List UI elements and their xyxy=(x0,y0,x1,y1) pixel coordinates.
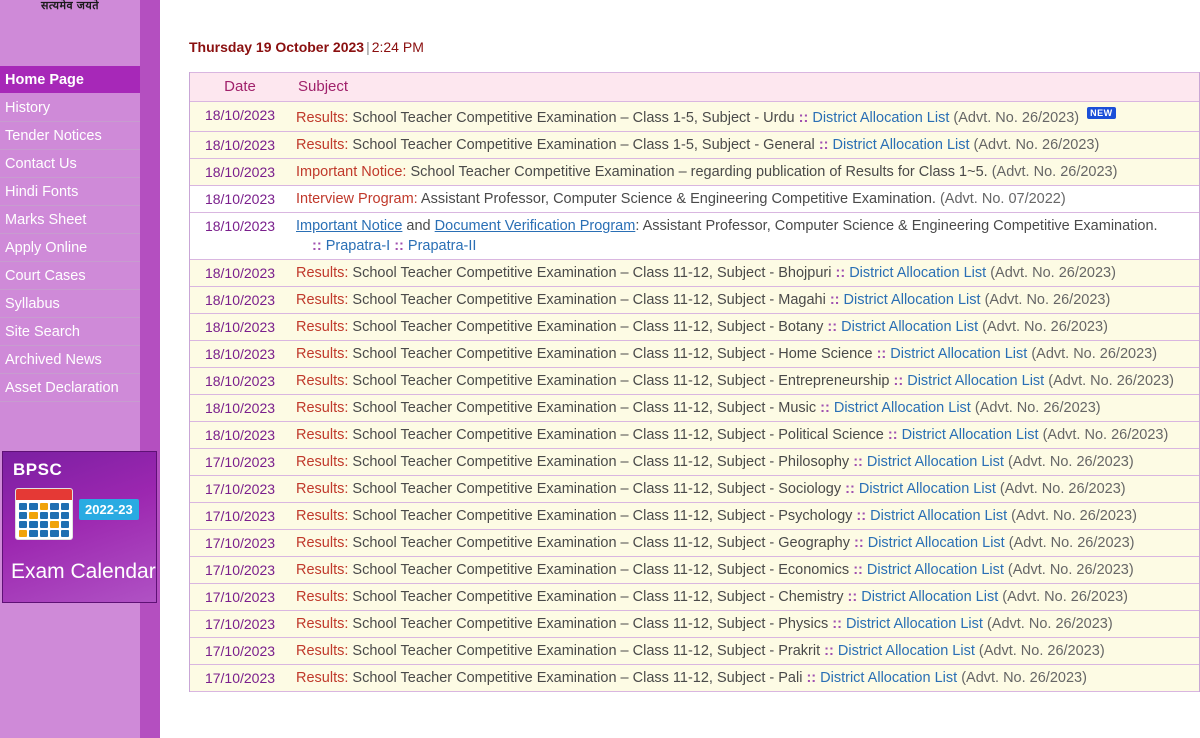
sidebar-item-apply-online[interactable] xyxy=(0,234,140,262)
sidebar-item-label: Home Page xyxy=(5,72,84,88)
sidebar-item-label: Hindi Fonts xyxy=(5,184,79,200)
row-separator: :: xyxy=(832,615,842,632)
row-text: School Teacher Competitive Examination – Class 11-12, Subject - Bhojpuri xyxy=(352,264,832,281)
row-date: 18/10/2023 xyxy=(190,286,290,313)
row-label: Results: xyxy=(296,534,349,551)
row-subject xyxy=(290,448,1199,475)
district-allocation-list-link[interactable]: District Allocation List xyxy=(820,669,958,686)
sidebar-item-label: Court Cases xyxy=(5,268,86,284)
row-label: Interview Program: xyxy=(296,190,418,207)
sidebar-item-marks-sheet[interactable] xyxy=(0,206,140,234)
row-date: 17/10/2023 xyxy=(190,556,290,583)
row-text: School Teacher Competitive Examination – Class 1-5, Subject - Urdu xyxy=(352,109,795,126)
district-allocation-list-link[interactable]: District Allocation List xyxy=(907,372,1045,389)
row-advt: (Advt. No. 26/2023) xyxy=(961,669,1087,686)
news-table-container xyxy=(189,72,1200,692)
row-advt: (Advt. No. 26/2023) xyxy=(986,615,1113,632)
row-date: 18/10/2023 xyxy=(190,367,290,394)
table-row[interactable] xyxy=(190,367,1199,394)
district-allocation-list-link[interactable]: District Allocation List xyxy=(866,453,1004,470)
row-date: 18/10/2023 xyxy=(190,212,290,259)
table-row[interactable] xyxy=(190,502,1199,529)
table-row[interactable] xyxy=(190,340,1199,367)
row-text: School Teacher Competitive Examination – Class 11-12, Subject - Chemistry xyxy=(352,588,844,605)
district-allocation-list-link[interactable]: District Allocation List xyxy=(837,642,975,659)
district-allocation-list-link[interactable]: District Allocation List xyxy=(858,480,996,497)
row-text: School Teacher Competitive Examination – Class 11-12, Subject - Music xyxy=(352,399,817,416)
district-allocation-list-link[interactable]: District Allocation List xyxy=(867,534,1005,551)
row-label: Results: xyxy=(296,480,349,497)
row-text: School Teacher Competitive Examination – Class 11-12, Subject - Philosophy xyxy=(352,453,850,470)
row-date: 17/10/2023 xyxy=(190,583,290,610)
emblem-motto: सत्यमेव जयते xyxy=(40,0,100,12)
row-advt: (Advt. No. 26/2023) xyxy=(982,318,1108,335)
row-date: 18/10/2023 xyxy=(190,421,290,448)
row-subject xyxy=(290,340,1199,367)
row-label: Results: xyxy=(296,372,349,389)
row-text: : Assistant Professor, Computer Science & Engineering Competitive Examination. xyxy=(635,217,1158,234)
row-subject xyxy=(290,637,1199,664)
row-subject xyxy=(290,367,1199,394)
row-text: School Teacher Competitive Examination – Class 11-12, Subject - Political Science xyxy=(352,426,884,443)
sidebar-nav xyxy=(0,66,140,402)
district-allocation-list-link[interactable]: District Allocation List xyxy=(841,318,979,335)
row-separator: :: xyxy=(856,507,867,524)
row-label: Results: xyxy=(296,642,349,659)
row-label: Results: xyxy=(296,615,349,632)
sidebar-item-site-search[interactable] xyxy=(0,318,140,346)
row-separator: :: xyxy=(854,534,864,551)
row-advt: (Advt. No. 26/2023) xyxy=(990,264,1116,281)
sidebar-item-hindi-fonts[interactable] xyxy=(0,178,140,206)
sidebar-item-label: Asset Declaration xyxy=(5,380,119,396)
district-allocation-list-link[interactable]: District Allocation List xyxy=(870,507,1008,524)
sidebar-item-label: Syllabus xyxy=(5,296,60,312)
row-text: School Teacher Competitive Examination – Class 11-12, Subject - Physics xyxy=(352,615,829,632)
row-label: Results: xyxy=(296,109,349,126)
row-label: Results: xyxy=(296,136,349,153)
current-datetime xyxy=(189,39,424,55)
table-row[interactable] xyxy=(190,664,1199,691)
row-advt: (Advt. No. 26/2023) xyxy=(978,642,1105,659)
column-header-date: Date xyxy=(190,73,290,102)
row-advt: (Advt. No. 26/2023) xyxy=(953,109,1080,126)
row-advt: (Advt. No. 26/2023) xyxy=(1007,453,1134,470)
table-row[interactable] xyxy=(190,286,1199,313)
table-row[interactable] xyxy=(190,131,1199,158)
table-row[interactable] xyxy=(190,158,1199,185)
sidebar-item-home-page[interactable] xyxy=(0,66,140,94)
row-subject xyxy=(290,212,1199,259)
row-text: School Teacher Competitive Examination – Class 11-12, Subject - Sociology xyxy=(352,480,842,497)
row-separator: :: xyxy=(893,372,904,389)
row-separator: :: xyxy=(829,291,840,308)
row-separator: :: xyxy=(847,588,858,605)
row-label: Results: xyxy=(296,318,349,335)
row-advt: (Advt. No. 26/2023) xyxy=(984,291,1111,308)
row-text: School Teacher Competitive Examination – Class 11-12, Subject - Psychology xyxy=(352,507,853,524)
table-row[interactable] xyxy=(190,421,1199,448)
row-subject xyxy=(290,394,1199,421)
sidebar-item-syllabus[interactable] xyxy=(0,290,140,318)
row-separator: :: xyxy=(853,561,863,578)
row-label: Important Notice: xyxy=(296,163,407,180)
table-row[interactable] xyxy=(190,448,1199,475)
new-badge: NEW xyxy=(1087,107,1116,119)
row-subject xyxy=(290,259,1199,286)
row-date: 17/10/2023 xyxy=(190,664,290,691)
row-text: School Teacher Competitive Examination – Class 11-12, Subject - Geography xyxy=(352,534,850,551)
sidebar-item-court-cases[interactable] xyxy=(0,262,140,290)
district-allocation-list-link[interactable]: District Allocation List xyxy=(845,615,983,632)
row-subject xyxy=(290,421,1199,448)
row-separator: :: xyxy=(798,109,809,126)
banner-year-badge: 2022-23 xyxy=(79,499,139,520)
district-allocation-list-link[interactable]: District Allocation List xyxy=(849,264,987,281)
row-separator: :: xyxy=(806,669,817,686)
table-row[interactable] xyxy=(190,610,1199,637)
row-subject xyxy=(290,313,1199,340)
row-label: Results: xyxy=(296,453,349,470)
row-date: 18/10/2023 xyxy=(190,394,290,421)
row-text: School Teacher Competitive Examination – Class 11-12, Subject - Prakrit xyxy=(352,642,821,659)
banner-subtitle: Exam Calendar xyxy=(11,560,156,583)
row-text: School Teacher Competitive Examination – Class 11-12, Subject - Economics xyxy=(352,561,850,578)
table-row[interactable] xyxy=(190,394,1199,421)
main-content xyxy=(176,0,1200,738)
row-advt: (Advt. No. 26/2023) xyxy=(1008,534,1135,551)
sidebar-item-label: Archived News xyxy=(5,352,102,368)
row-label: Results: xyxy=(296,426,349,443)
district-allocation-list-link[interactable]: District Allocation List xyxy=(843,291,981,308)
row-advt: (Advt. No. 26/2023) xyxy=(974,399,1101,416)
table-row[interactable] xyxy=(190,102,1199,132)
row-separator: :: xyxy=(394,237,404,254)
row-advt: (Advt. No. 26/2023) xyxy=(1031,345,1158,362)
row-subject xyxy=(290,185,1199,212)
document-verification-program-link[interactable]: Document Verification Program xyxy=(434,217,636,234)
sidebar-item-label: History xyxy=(5,100,51,116)
district-allocation-list-link[interactable]: District Allocation List xyxy=(833,399,971,416)
row-label: Results: xyxy=(296,588,349,605)
row-advt: (Advt. No. 26/2023) xyxy=(1002,588,1129,605)
column-header-subject: Subject xyxy=(290,73,1199,102)
row-subject xyxy=(290,583,1199,610)
row-subject xyxy=(290,131,1199,158)
row-separator: :: xyxy=(845,480,855,497)
row-date: 17/10/2023 xyxy=(190,610,290,637)
table-row[interactable] xyxy=(190,185,1199,212)
current-time: 2:24 PM xyxy=(371,39,424,55)
row-advt: (Advt. No. 07/2022) xyxy=(939,190,1066,207)
row-advt: (Advt. No. 26/2023) xyxy=(1048,372,1174,389)
row-subject xyxy=(290,475,1199,502)
important-notice-link[interactable]: Important Notice xyxy=(296,217,403,234)
row-date: 18/10/2023 xyxy=(190,340,290,367)
table-row[interactable] xyxy=(190,212,1199,259)
state-emblem xyxy=(0,0,140,24)
row-label: Results: xyxy=(296,399,349,416)
sidebar-item-history[interactable] xyxy=(0,94,140,122)
row-text: School Teacher Competitive Examination – Class 11-12, Subject - Entrepreneurship xyxy=(352,372,890,389)
district-allocation-list-link[interactable]: District Allocation List xyxy=(866,561,1004,578)
row-text: School Teacher Competitive Examination – Class 11-12, Subject - Pali xyxy=(352,669,803,686)
datetime-separator: | xyxy=(366,39,370,55)
sidebar-item-archived-news[interactable] xyxy=(0,346,140,374)
row-text: School Teacher Competitive Examination – Class 11-12, Subject - Botany xyxy=(352,318,824,335)
row-separator: :: xyxy=(835,264,846,281)
row-subject xyxy=(290,502,1199,529)
row-subject xyxy=(290,664,1199,691)
row-label: Results: xyxy=(296,507,349,524)
row-label: Results: xyxy=(296,669,349,686)
row-date: 18/10/2023 xyxy=(190,158,290,185)
sidebar-item-label: Site Search xyxy=(5,324,80,340)
exam-calendar-banner[interactable] xyxy=(2,451,157,603)
row-subject xyxy=(290,158,1199,185)
row-date: 17/10/2023 xyxy=(190,529,290,556)
row-subject xyxy=(290,556,1199,583)
row-date: 17/10/2023 xyxy=(190,637,290,664)
row-date: 17/10/2023 xyxy=(190,502,290,529)
sidebar-item-label: Marks Sheet xyxy=(5,212,87,228)
banner-org-title: BPSC xyxy=(13,460,63,479)
table-row[interactable] xyxy=(190,529,1199,556)
row-text: School Teacher Competitive Examination – Class 1-5, Subject - General xyxy=(352,136,815,153)
row-date: 18/10/2023 xyxy=(190,131,290,158)
row-date: 18/10/2023 xyxy=(190,259,290,286)
row-advt: (Advt. No. 26/2023) xyxy=(973,136,1100,153)
row-label: Results: xyxy=(296,264,349,281)
district-allocation-list-link[interactable]: District Allocation List xyxy=(890,345,1028,362)
district-allocation-list-link[interactable]: District Allocation List xyxy=(861,588,999,605)
row-advt: (Advt. No. 26/2023) xyxy=(1042,426,1169,443)
row-advt: (Advt. No. 26/2023) xyxy=(1007,561,1134,578)
row-label: Results: xyxy=(296,291,349,308)
sidebar-item-label: Contact Us xyxy=(5,156,77,172)
row-subject xyxy=(290,286,1199,313)
current-date: Thursday 19 October 2023 xyxy=(189,39,365,55)
row-separator: :: xyxy=(824,642,834,659)
table-header-row xyxy=(190,73,1199,102)
row-text: School Teacher Competitive Examination – regarding publication of Results for Class 1~5. xyxy=(410,163,988,180)
row-text: School Teacher Competitive Examination – Class 11-12, Subject - Magahi xyxy=(352,291,826,308)
district-allocation-list-link[interactable]: District Allocation List xyxy=(832,136,970,153)
row-label: Results: xyxy=(296,561,349,578)
row-text: Assistant Professor, Computer Science & Engineering Competitive Examination. xyxy=(420,190,936,207)
row-separator: :: xyxy=(853,453,863,470)
sidebar xyxy=(0,0,160,738)
calendar-icon xyxy=(15,488,73,540)
conjunction: and xyxy=(406,217,431,234)
row-separator: :: xyxy=(820,399,830,416)
row-advt: (Advt. No. 26/2023) xyxy=(999,480,1126,497)
table-row[interactable] xyxy=(190,556,1199,583)
row-date: 17/10/2023 xyxy=(190,475,290,502)
row-separator: :: xyxy=(312,237,322,254)
row-separator: :: xyxy=(818,136,829,153)
row-date: 18/10/2023 xyxy=(190,313,290,340)
sidebar-item-contact-us[interactable] xyxy=(0,150,140,178)
prapatra-ii-link[interactable]: Prapatra-II xyxy=(407,237,477,254)
table-row[interactable] xyxy=(190,259,1199,286)
row-subject xyxy=(290,529,1199,556)
sidebar-item-asset-declaration[interactable] xyxy=(0,374,140,402)
row-separator: :: xyxy=(827,318,838,335)
district-allocation-list-link[interactable]: District Allocation List xyxy=(901,426,1039,443)
row-date: 18/10/2023 xyxy=(190,185,290,212)
sidebar-item-label: Tender Notices xyxy=(5,128,102,144)
row-advt: (Advt. No. 26/2023) xyxy=(991,163,1118,180)
row-date: 18/10/2023 xyxy=(190,102,290,132)
sidebar-item-label: Apply Online xyxy=(5,240,88,256)
district-allocation-list-link[interactable]: District Allocation List xyxy=(812,109,950,126)
row-advt: (Advt. No. 26/2023) xyxy=(1011,507,1137,524)
table-row[interactable] xyxy=(190,313,1199,340)
row-text: School Teacher Competitive Examination – Class 11-12, Subject - Home Science xyxy=(352,345,873,362)
row-date: 17/10/2023 xyxy=(190,448,290,475)
row-label: Results: xyxy=(296,345,349,362)
table-row[interactable] xyxy=(190,637,1199,664)
prapatra-i-link[interactable]: Prapatra-I xyxy=(325,237,391,254)
table-row[interactable] xyxy=(190,475,1199,502)
row-separator: :: xyxy=(887,426,898,443)
row-separator: :: xyxy=(876,345,887,362)
sidebar-item-tender-notices[interactable] xyxy=(0,122,140,150)
news-table xyxy=(190,72,1199,692)
row-subject xyxy=(290,102,1199,132)
row-subject xyxy=(290,610,1199,637)
table-row[interactable] xyxy=(190,583,1199,610)
